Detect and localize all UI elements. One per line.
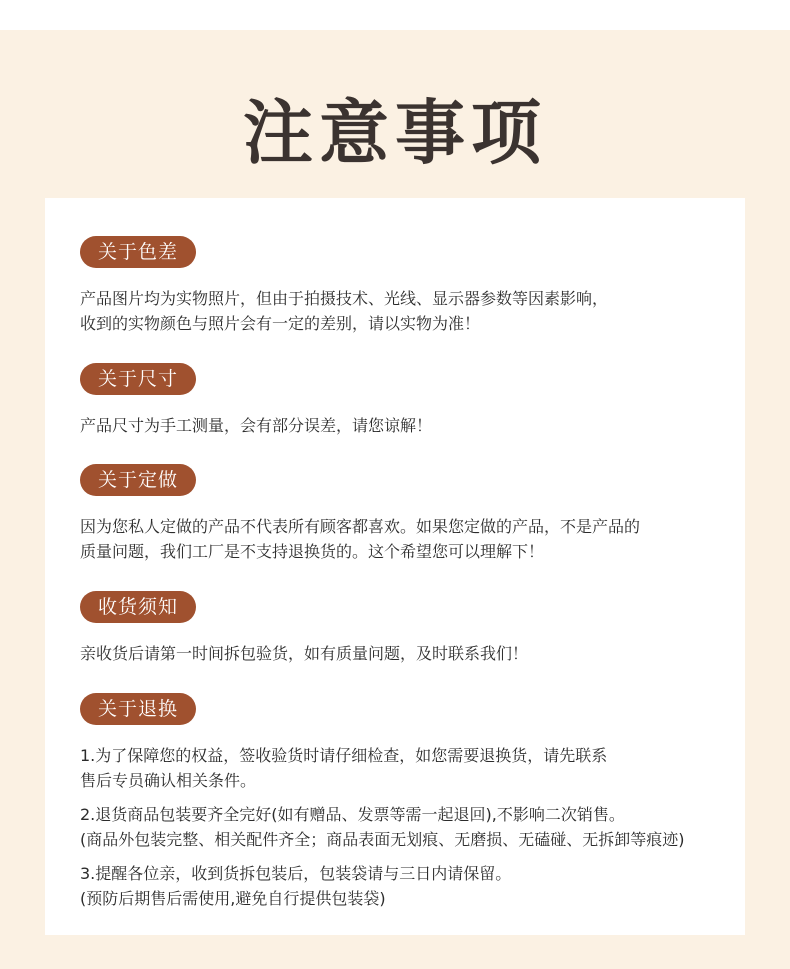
section-badge-returns: 关于退换 [80, 693, 196, 725]
page-title: 注意事项 [243, 92, 547, 174]
text-line: 产品图片均为实物照片，但由于拍摄技术、光线、显示器参数等因素影响， [80, 289, 609, 308]
section-badge-size: 关于尺寸 [80, 363, 196, 395]
section-badge-receiving-notice: 收货须知 [80, 591, 196, 623]
returns-item-2 [80, 802, 720, 852]
section-text-color-difference [80, 286, 720, 336]
text-line: 收到的实物颜色与照片会有一定的差别，请以实物为准！ [80, 314, 481, 333]
text-line: 2.退货商品包装要齐全完好(如有赠品、发票等需一起退回),不影响二次销售。 [80, 805, 625, 824]
section-text-custom-order [80, 514, 720, 564]
section-receiving-notice [80, 591, 720, 666]
text-line: 亲收货后请第一时间拆包验货，如有质量问题，及时联系我们！ [80, 644, 529, 663]
section-text-receiving-notice [80, 641, 720, 666]
text-line: 1.为了保障您的权益，签收验货时请仔细检查，如您需要退换货，请先联系 [80, 746, 608, 765]
section-badge-custom-order: 关于定做 [80, 464, 196, 496]
text-line: (预防后期售后需使用,避免自行提供包装袋) [80, 889, 386, 908]
section-color-difference [80, 236, 720, 336]
text-line: 3.提醒各位亲，收到货拆包装后，包装袋请与三日内请保留。 [80, 864, 512, 883]
notice-card [45, 198, 745, 935]
text-line: (商品外包装完整、相关配件齐全；商品表面无划痕、无磨损、无磕碰、无拆卸等痕迹) [80, 830, 685, 849]
section-size [80, 363, 720, 438]
section-returns [80, 693, 720, 911]
section-custom-order [80, 464, 720, 564]
text-line: 产品尺寸为手工测量，会有部分误差，请您谅解！ [80, 416, 433, 435]
section-badge-color-difference: 关于色差 [80, 236, 196, 268]
text-line: 质量问题，我们工厂是不支持退换货的。这个希望您可以理解下！ [80, 542, 545, 561]
text-line: 因为您私人定做的产品不代表所有顾客都喜欢。如果您定做的产品，不是产品的 [80, 517, 641, 536]
returns-item-1 [80, 743, 720, 793]
section-text-size [80, 413, 720, 438]
text-line: 售后专员确认相关条件。 [80, 771, 257, 790]
returns-item-3 [80, 861, 720, 911]
